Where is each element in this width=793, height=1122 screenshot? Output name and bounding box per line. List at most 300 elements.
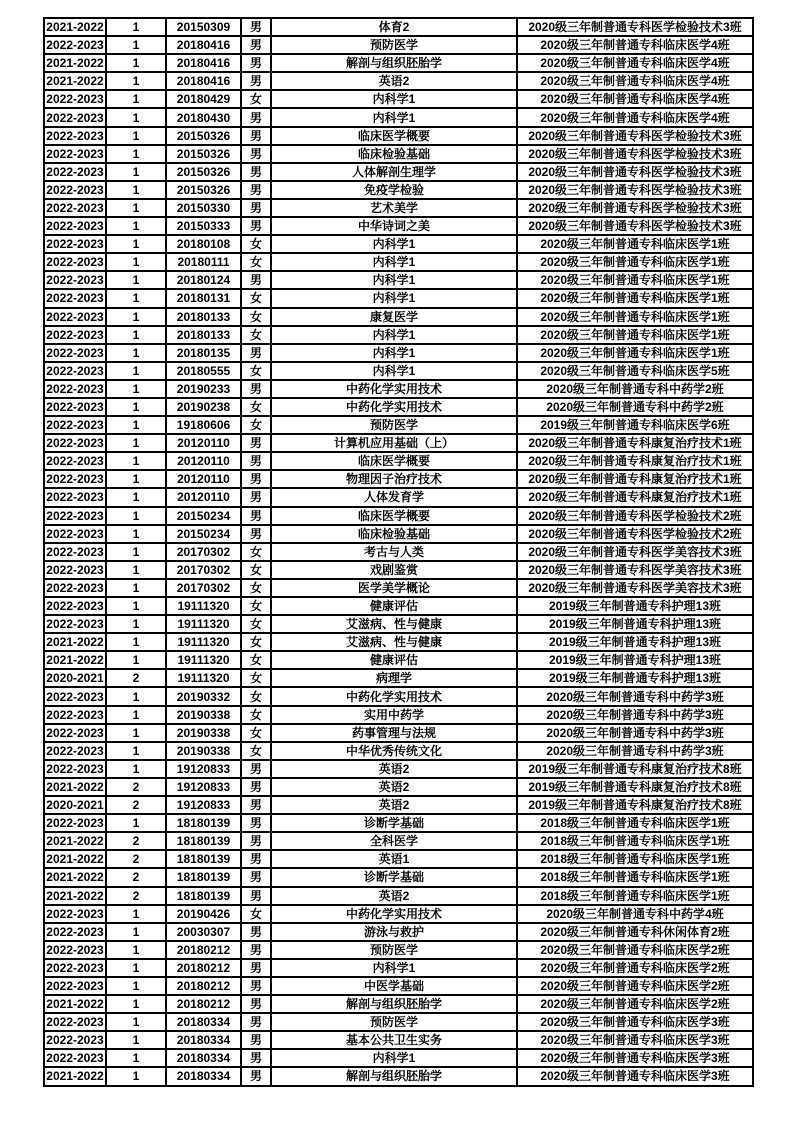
cell-gender: 女 xyxy=(241,579,271,597)
table-row xyxy=(44,905,753,923)
cell-gender: 男 xyxy=(241,36,271,54)
cell-course-name: 临床医学概要 xyxy=(271,507,517,525)
cell-semester: 1 xyxy=(106,977,166,995)
cell-course-name: 体育2 xyxy=(271,18,517,36)
cell-semester: 1 xyxy=(106,253,166,271)
table-row xyxy=(44,525,753,543)
cell-course-name: 内科学1 xyxy=(271,253,517,271)
cell-school-year: 2022-2023 xyxy=(44,344,106,362)
cell-course-name: 内科学1 xyxy=(271,344,517,362)
cell-student-id: 19111320 xyxy=(166,597,241,615)
cell-course-name: 预防医学 xyxy=(271,1013,517,1031)
table-row xyxy=(44,434,753,452)
cell-class-name: 2020级三年制普通专科康复治疗技术1班 xyxy=(517,470,753,488)
cell-student-id: 20180131 xyxy=(166,289,241,307)
table-row xyxy=(44,271,753,289)
cell-student-id: 20190238 xyxy=(166,398,241,416)
cell-student-id: 20190338 xyxy=(166,724,241,742)
cell-course-name: 病理学 xyxy=(271,669,517,687)
cell-semester: 2 xyxy=(106,669,166,687)
cell-student-id: 20180133 xyxy=(166,308,241,326)
cell-semester: 1 xyxy=(106,326,166,344)
table-row xyxy=(44,344,753,362)
cell-school-year: 2022-2023 xyxy=(44,543,106,561)
cell-gender: 男 xyxy=(241,1013,271,1031)
cell-class-name: 2019级三年制普通专科护理13班 xyxy=(517,597,753,615)
cell-gender: 男 xyxy=(241,760,271,778)
cell-student-id: 20180334 xyxy=(166,1067,241,1085)
table-row xyxy=(44,887,753,905)
cell-student-id: 20180416 xyxy=(166,54,241,72)
cell-semester: 1 xyxy=(106,434,166,452)
table-row xyxy=(44,199,753,217)
cell-school-year: 2022-2023 xyxy=(44,561,106,579)
cell-class-name: 2020级三年制普通专科临床医学1班 xyxy=(517,289,753,307)
cell-class-name: 2020级三年制普通专科临床医学1班 xyxy=(517,235,753,253)
cell-student-id: 20150234 xyxy=(166,507,241,525)
cell-gender: 男 xyxy=(241,452,271,470)
table-row xyxy=(44,1067,753,1085)
cell-class-name: 2020级三年制普通专科临床医学3班 xyxy=(517,1031,753,1049)
cell-gender: 男 xyxy=(241,72,271,90)
cell-course-name: 英语2 xyxy=(271,778,517,796)
cell-class-name: 2019级三年制普通专科护理13班 xyxy=(517,669,753,687)
cell-class-name: 2020级三年制普通专科医学美容技术3班 xyxy=(517,561,753,579)
cell-gender: 男 xyxy=(241,145,271,163)
cell-course-name: 内科学1 xyxy=(271,108,517,126)
cell-gender: 男 xyxy=(241,18,271,36)
cell-semester: 1 xyxy=(106,941,166,959)
table-row xyxy=(44,1049,753,1067)
cell-student-id: 20190338 xyxy=(166,706,241,724)
table-row xyxy=(44,941,753,959)
cell-semester: 1 xyxy=(106,36,166,54)
cell-student-id: 19120833 xyxy=(166,760,241,778)
cell-class-name: 2020级三年制普通专科临床医学3班 xyxy=(517,1013,753,1031)
table-row xyxy=(44,90,753,108)
cell-school-year: 2022-2023 xyxy=(44,905,106,923)
cell-semester: 1 xyxy=(106,398,166,416)
cell-gender: 女 xyxy=(241,362,271,380)
cell-course-name: 人体发育学 xyxy=(271,488,517,506)
cell-class-name: 2018级三年制普通专科临床医学1班 xyxy=(517,832,753,850)
table-row xyxy=(44,416,753,434)
cell-student-id: 20120110 xyxy=(166,452,241,470)
cell-class-name: 2020级三年制普通专科中药学2班 xyxy=(517,398,753,416)
cell-student-id: 19111320 xyxy=(166,633,241,651)
cell-class-name: 2020级三年制普通专科中药学2班 xyxy=(517,380,753,398)
cell-student-id: 18180139 xyxy=(166,868,241,886)
cell-school-year: 2022-2023 xyxy=(44,507,106,525)
cell-gender: 男 xyxy=(241,887,271,905)
cell-gender: 女 xyxy=(241,742,271,760)
cell-course-name: 内科学1 xyxy=(271,362,517,380)
cell-semester: 1 xyxy=(106,344,166,362)
cell-gender: 男 xyxy=(241,127,271,145)
cell-school-year: 2022-2023 xyxy=(44,597,106,615)
cell-class-name: 2020级三年制普通专科临床医学5班 xyxy=(517,362,753,380)
cell-student-id: 20180212 xyxy=(166,941,241,959)
cell-student-id: 20180416 xyxy=(166,36,241,54)
cell-semester: 1 xyxy=(106,1067,166,1085)
cell-course-name: 中医学基础 xyxy=(271,977,517,995)
cell-school-year: 2022-2023 xyxy=(44,289,106,307)
cell-semester: 1 xyxy=(106,651,166,669)
cell-semester: 1 xyxy=(106,127,166,145)
cell-gender: 男 xyxy=(241,507,271,525)
cell-semester: 1 xyxy=(106,271,166,289)
cell-semester: 1 xyxy=(106,507,166,525)
cell-class-name: 2020级三年制普通专科医学检验技术3班 xyxy=(517,127,753,145)
cell-gender: 男 xyxy=(241,217,271,235)
table-row xyxy=(44,597,753,615)
table-row xyxy=(44,362,753,380)
cell-student-id: 20190426 xyxy=(166,905,241,923)
cell-semester: 2 xyxy=(106,778,166,796)
table-row xyxy=(44,1031,753,1049)
cell-semester: 1 xyxy=(106,217,166,235)
cell-gender: 女 xyxy=(241,597,271,615)
cell-class-name: 2020级三年制普通专科临床医学1班 xyxy=(517,308,753,326)
cell-semester: 1 xyxy=(106,452,166,470)
table-row xyxy=(44,995,753,1013)
cell-gender: 男 xyxy=(241,271,271,289)
cell-class-name: 2020级三年制普通专科医学检验技术3班 xyxy=(517,145,753,163)
cell-course-name: 戏剧鉴赏 xyxy=(271,561,517,579)
cell-class-name: 2019级三年制普通专科护理13班 xyxy=(517,633,753,651)
cell-gender: 女 xyxy=(241,706,271,724)
cell-student-id: 18180139 xyxy=(166,887,241,905)
cell-class-name: 2019级三年制普通专科护理13班 xyxy=(517,651,753,669)
cell-semester: 2 xyxy=(106,887,166,905)
cell-student-id: 19111320 xyxy=(166,669,241,687)
table-row xyxy=(44,778,753,796)
cell-course-name: 内科学1 xyxy=(271,289,517,307)
cell-school-year: 2022-2023 xyxy=(44,941,106,959)
table-row xyxy=(44,235,753,253)
cell-class-name: 2020级三年制普通专科临床医学4班 xyxy=(517,108,753,126)
cell-student-id: 20150234 xyxy=(166,525,241,543)
cell-course-name: 免疫学检验 xyxy=(271,181,517,199)
cell-student-id: 20120110 xyxy=(166,434,241,452)
cell-school-year: 2022-2023 xyxy=(44,416,106,434)
cell-semester: 1 xyxy=(106,90,166,108)
cell-student-id: 20190332 xyxy=(166,687,241,705)
cell-gender: 男 xyxy=(241,1049,271,1067)
cell-course-name: 英语2 xyxy=(271,760,517,778)
cell-class-name: 2020级三年制普通专科医学检验技术2班 xyxy=(517,525,753,543)
cell-class-name: 2018级三年制普通专科临床医学1班 xyxy=(517,850,753,868)
cell-gender: 男 xyxy=(241,959,271,977)
cell-school-year: 2022-2023 xyxy=(44,145,106,163)
cell-semester: 1 xyxy=(106,72,166,90)
cell-gender: 男 xyxy=(241,941,271,959)
cell-course-name: 中药化学实用技术 xyxy=(271,687,517,705)
cell-semester: 1 xyxy=(106,199,166,217)
cell-gender: 男 xyxy=(241,778,271,796)
cell-class-name: 2020级三年制普通专科临床医学1班 xyxy=(517,326,753,344)
cell-gender: 女 xyxy=(241,633,271,651)
cell-class-name: 2020级三年制普通专科临床医学1班 xyxy=(517,271,753,289)
cell-student-id: 20150330 xyxy=(166,199,241,217)
cell-gender: 女 xyxy=(241,253,271,271)
table-row xyxy=(44,398,753,416)
cell-course-name: 中华诗词之美 xyxy=(271,217,517,235)
cell-school-year: 2022-2023 xyxy=(44,959,106,977)
cell-class-name: 2019级三年制普通专科康复治疗技术8班 xyxy=(517,760,753,778)
cell-class-name: 2020级三年制普通专科医学美容技术3班 xyxy=(517,543,753,561)
cell-gender: 女 xyxy=(241,308,271,326)
table-row xyxy=(44,308,753,326)
cell-course-name: 健康评估 xyxy=(271,597,517,615)
cell-student-id: 20120110 xyxy=(166,488,241,506)
table-row xyxy=(44,72,753,90)
cell-class-name: 2020级三年制普通专科医学检验技术3班 xyxy=(517,217,753,235)
cell-school-year: 2022-2023 xyxy=(44,253,106,271)
table-row xyxy=(44,669,753,687)
cell-semester: 1 xyxy=(106,145,166,163)
cell-gender: 男 xyxy=(241,995,271,1013)
cell-semester: 1 xyxy=(106,416,166,434)
cell-gender: 女 xyxy=(241,289,271,307)
cell-course-name: 解剖与组织胚胎学 xyxy=(271,995,517,1013)
cell-school-year: 2021-2022 xyxy=(44,1067,106,1085)
cell-class-name: 2020级三年制普通专科康复治疗技术1班 xyxy=(517,434,753,452)
cell-class-name: 2018级三年制普通专科临床医学1班 xyxy=(517,868,753,886)
cell-student-id: 20030307 xyxy=(166,923,241,941)
cell-student-id: 19120833 xyxy=(166,778,241,796)
cell-class-name: 2020级三年制普通专科临床医学3班 xyxy=(517,1049,753,1067)
cell-course-name: 康复医学 xyxy=(271,308,517,326)
cell-school-year: 2022-2023 xyxy=(44,235,106,253)
cell-class-name: 2020级三年制普通专科临床医学4班 xyxy=(517,72,753,90)
cell-class-name: 2020级三年制普通专科康复治疗技术1班 xyxy=(517,452,753,470)
cell-school-year: 2022-2023 xyxy=(44,434,106,452)
cell-school-year: 2022-2023 xyxy=(44,470,106,488)
table-row xyxy=(44,814,753,832)
cell-semester: 1 xyxy=(106,959,166,977)
cell-semester: 1 xyxy=(106,1013,166,1031)
cell-school-year: 2021-2022 xyxy=(44,651,106,669)
table-row xyxy=(44,561,753,579)
cell-student-id: 20180111 xyxy=(166,253,241,271)
cell-student-id: 20180555 xyxy=(166,362,241,380)
cell-school-year: 2021-2022 xyxy=(44,868,106,886)
cell-student-id: 19120833 xyxy=(166,796,241,814)
cell-class-name: 2020级三年制普通专科中药学3班 xyxy=(517,706,753,724)
cell-gender: 男 xyxy=(241,163,271,181)
table-row xyxy=(44,543,753,561)
cell-semester: 2 xyxy=(106,832,166,850)
cell-student-id: 20150326 xyxy=(166,145,241,163)
cell-student-id: 20150326 xyxy=(166,127,241,145)
cell-semester: 1 xyxy=(106,18,166,36)
cell-course-name: 内科学1 xyxy=(271,1049,517,1067)
table-row xyxy=(44,923,753,941)
cell-semester: 1 xyxy=(106,488,166,506)
cell-course-name: 健康评估 xyxy=(271,651,517,669)
cell-school-year: 2022-2023 xyxy=(44,108,106,126)
cell-school-year: 2022-2023 xyxy=(44,199,106,217)
table-row xyxy=(44,760,753,778)
cell-class-name: 2020级三年制普通专科康复治疗技术1班 xyxy=(517,488,753,506)
table-row xyxy=(44,488,753,506)
table-row xyxy=(44,615,753,633)
cell-semester: 1 xyxy=(106,1031,166,1049)
grade-sheet xyxy=(43,17,754,1087)
cell-gender: 男 xyxy=(241,54,271,72)
cell-gender: 男 xyxy=(241,1067,271,1085)
cell-student-id: 20170302 xyxy=(166,561,241,579)
cell-class-name: 2020级三年制普通专科中药学3班 xyxy=(517,742,753,760)
cell-gender: 女 xyxy=(241,90,271,108)
table-row xyxy=(44,796,753,814)
cell-school-year: 2022-2023 xyxy=(44,615,106,633)
cell-gender: 男 xyxy=(241,380,271,398)
cell-class-name: 2019级三年制普通专科护理13班 xyxy=(517,615,753,633)
cell-class-name: 2020级三年制普通专科临床医学4班 xyxy=(517,90,753,108)
cell-semester: 1 xyxy=(106,181,166,199)
cell-gender: 男 xyxy=(241,488,271,506)
cell-student-id: 20190233 xyxy=(166,380,241,398)
cell-school-year: 2022-2023 xyxy=(44,977,106,995)
cell-school-year: 2022-2023 xyxy=(44,525,106,543)
cell-class-name: 2020级三年制普通专科医学检验技术3班 xyxy=(517,163,753,181)
cell-course-name: 中药化学实用技术 xyxy=(271,398,517,416)
cell-student-id: 20150333 xyxy=(166,217,241,235)
cell-class-name: 2020级三年制普通专科临床医学2班 xyxy=(517,995,753,1013)
cell-school-year: 2021-2022 xyxy=(44,850,106,868)
cell-gender: 女 xyxy=(241,905,271,923)
table-row xyxy=(44,507,753,525)
cell-semester: 1 xyxy=(106,380,166,398)
cell-gender: 女 xyxy=(241,235,271,253)
cell-school-year: 2021-2022 xyxy=(44,887,106,905)
table-row xyxy=(44,706,753,724)
cell-class-name: 2020级三年制普通专科医学检验技术3班 xyxy=(517,18,753,36)
table-row xyxy=(44,108,753,126)
table-row xyxy=(44,868,753,886)
cell-school-year: 2022-2023 xyxy=(44,1013,106,1031)
cell-class-name: 2020级三年制普通专科临床医学2班 xyxy=(517,941,753,959)
cell-school-year: 2022-2023 xyxy=(44,579,106,597)
cell-class-name: 2020级三年制普通专科临床医学2班 xyxy=(517,977,753,995)
cell-course-name: 内科学1 xyxy=(271,326,517,344)
cell-gender: 男 xyxy=(241,344,271,362)
cell-semester: 1 xyxy=(106,1049,166,1067)
cell-semester: 1 xyxy=(106,995,166,1013)
cell-semester: 2 xyxy=(106,850,166,868)
cell-semester: 1 xyxy=(106,362,166,380)
cell-class-name: 2020级三年制普通专科临床医学1班 xyxy=(517,253,753,271)
table-row xyxy=(44,742,753,760)
cell-course-name: 基本公共卫生实务 xyxy=(271,1031,517,1049)
table-row xyxy=(44,181,753,199)
table-body xyxy=(44,18,753,1086)
table-row xyxy=(44,380,753,398)
cell-course-name: 预防医学 xyxy=(271,416,517,434)
cell-course-name: 内科学1 xyxy=(271,90,517,108)
cell-school-year: 2022-2023 xyxy=(44,380,106,398)
cell-course-name: 内科学1 xyxy=(271,235,517,253)
cell-school-year: 2022-2023 xyxy=(44,36,106,54)
table-row xyxy=(44,850,753,868)
cell-semester: 1 xyxy=(106,687,166,705)
cell-gender: 男 xyxy=(241,832,271,850)
cell-class-name: 2019级三年制普通专科康复治疗技术8班 xyxy=(517,778,753,796)
cell-gender: 女 xyxy=(241,543,271,561)
cell-student-id: 20180334 xyxy=(166,1013,241,1031)
cell-course-name: 内科学1 xyxy=(271,959,517,977)
cell-semester: 1 xyxy=(106,760,166,778)
cell-semester: 1 xyxy=(106,633,166,651)
cell-course-name: 考古与人类 xyxy=(271,543,517,561)
cell-course-name: 艺术美学 xyxy=(271,199,517,217)
cell-semester: 1 xyxy=(106,54,166,72)
cell-semester: 1 xyxy=(106,108,166,126)
cell-student-id: 20180334 xyxy=(166,1049,241,1067)
cell-course-name: 预防医学 xyxy=(271,36,517,54)
cell-course-name: 计算机应用基础（上） xyxy=(271,434,517,452)
cell-school-year: 2021-2022 xyxy=(44,72,106,90)
grade-table xyxy=(43,17,754,1087)
cell-gender: 女 xyxy=(241,326,271,344)
cell-course-name: 游泳与救护 xyxy=(271,923,517,941)
cell-student-id: 20180133 xyxy=(166,326,241,344)
cell-class-name: 2020级三年制普通专科临床医学1班 xyxy=(517,344,753,362)
table-row xyxy=(44,651,753,669)
cell-student-id: 20180416 xyxy=(166,72,241,90)
cell-student-id: 19111320 xyxy=(166,651,241,669)
cell-course-name: 临床医学概要 xyxy=(271,452,517,470)
cell-class-name: 2020级三年制普通专科中药学3班 xyxy=(517,724,753,742)
cell-semester: 1 xyxy=(106,724,166,742)
cell-student-id: 19111320 xyxy=(166,615,241,633)
cell-course-name: 临床检验基础 xyxy=(271,145,517,163)
cell-school-year: 2022-2023 xyxy=(44,724,106,742)
cell-gender: 女 xyxy=(241,724,271,742)
cell-gender: 男 xyxy=(241,470,271,488)
cell-school-year: 2022-2023 xyxy=(44,362,106,380)
cell-course-name: 英语2 xyxy=(271,796,517,814)
cell-semester: 1 xyxy=(106,235,166,253)
cell-student-id: 18180139 xyxy=(166,832,241,850)
cell-class-name: 2020级三年制普通专科临床医学4班 xyxy=(517,54,753,72)
cell-course-name: 诊断学基础 xyxy=(271,814,517,832)
cell-student-id: 20150309 xyxy=(166,18,241,36)
cell-course-name: 临床检验基础 xyxy=(271,525,517,543)
table-row xyxy=(44,54,753,72)
cell-class-name: 2020级三年制普通专科医学美容技术3班 xyxy=(517,579,753,597)
cell-semester: 1 xyxy=(106,543,166,561)
cell-semester: 1 xyxy=(106,615,166,633)
cell-gender: 男 xyxy=(241,850,271,868)
cell-school-year: 2022-2023 xyxy=(44,90,106,108)
table-row xyxy=(44,163,753,181)
table-row xyxy=(44,687,753,705)
table-row xyxy=(44,18,753,36)
cell-gender: 女 xyxy=(241,687,271,705)
cell-course-name: 实用中药学 xyxy=(271,706,517,724)
cell-student-id: 20180212 xyxy=(166,959,241,977)
cell-semester: 1 xyxy=(106,289,166,307)
cell-gender: 男 xyxy=(241,977,271,995)
cell-gender: 男 xyxy=(241,1031,271,1049)
table-row xyxy=(44,217,753,235)
cell-student-id: 20180430 xyxy=(166,108,241,126)
cell-gender: 女 xyxy=(241,416,271,434)
cell-semester: 1 xyxy=(106,814,166,832)
